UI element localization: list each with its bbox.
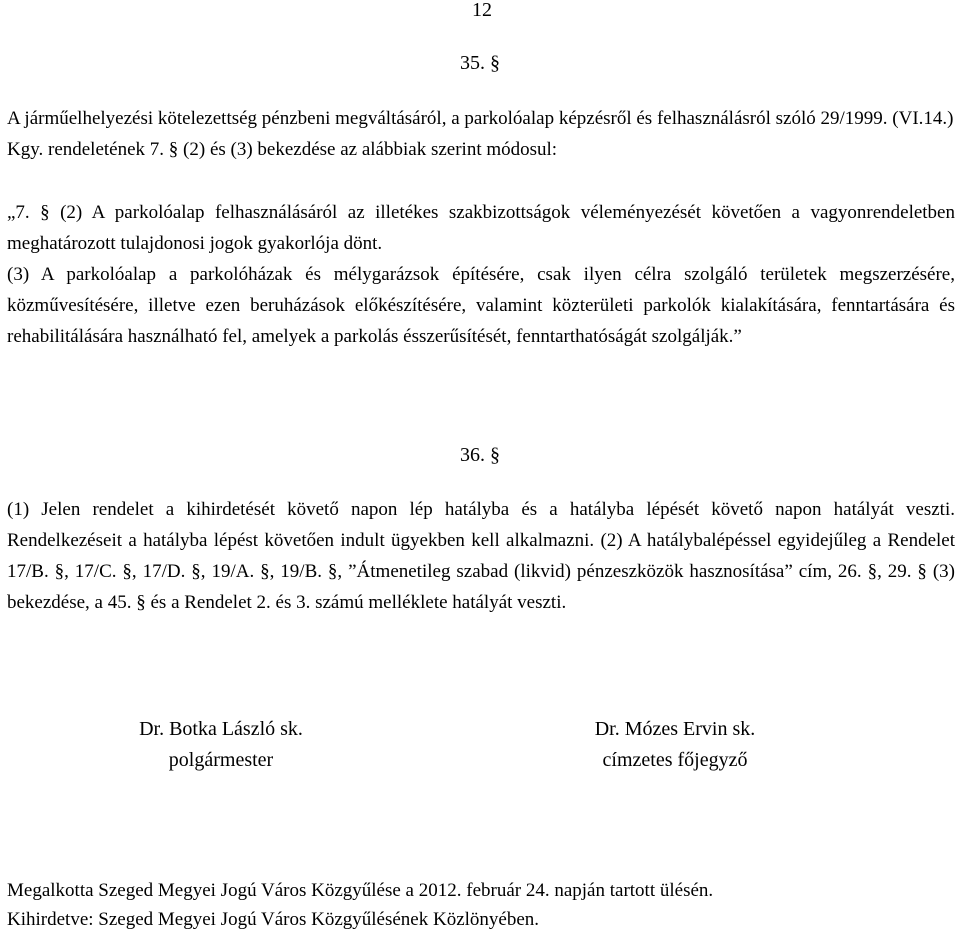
section-35-paragraph-2: „7. § (2) A parkolóalap felhasználásáról az illetékes szakbizottságok véleményezését követően a vagyonrendeletben meghatározott tulajdonosi jogok gyakorlója dönt. <box>7 202 955 254</box>
footer-adopted: Megalkotta Szeged Megyei Jogú Város Közgyűlése a 2012. február 24. napján tartott ülésén. <box>7 880 714 901</box>
section-36-heading: 36. § <box>460 444 500 466</box>
section-35-heading: 35. § <box>460 52 500 74</box>
signature-right-title: címzetes főjegyző <box>602 749 748 771</box>
section-35-paragraph-3: (3) A parkolóalap a parkolóházak és mélygarázsok építésére, csak ilyen célra szolgáló területek megszerzésére, közművesítésére, illetve ezen beruházások előkészítésére, valamint közterületi parkolók kialakítására, fenntartására és rehabilitálására használható fel, amelyek a parkolás ésszerűsítését, fenntarthatóságát szolgálják.” <box>7 264 955 347</box>
section-36-paragraph-1: (1) Jelen rendelet a kihirdetését követő napon lép hatályba és a hatályba lépését követő napon hatályát veszti. Rendelkezéseit a hatályba lépést követően indult ügyekben kell alkalmazni. (2) A hatálybalépéssel egyidejűleg a Rendelet 17/B. §, 17/C. §, 17/D. §, 19/A. §, 19/B. §, ”Átmenetileg szabad (likvid) pénzeszközök hasznosítása” cím, 26. §, 29. § (3) bekezdése, a 45. § és a Rendelet 2. és 3. számú melléklete hatályát veszti. <box>7 499 955 613</box>
signature-left-name: Dr. Botka László sk. <box>139 718 303 740</box>
page-number: 12 <box>472 0 492 21</box>
footer <box>7 876 955 934</box>
section-35-intro: A járműelhelyezési kötelezettség pénzbeni megváltásáról, a parkolóalap képzésről és felhasználásról szóló 29/1999. (VI.14.) Kgy. rendeletének 7. § (2) és (3) bekezdése az alábbiak szerint módosul: <box>7 108 954 160</box>
footer-published: Kihirdetve: Szeged Megyei Jogú Város Közgyűlésének Közlönyében. <box>7 909 540 930</box>
signature-left-title: polgármester <box>168 749 274 771</box>
signature-right-name: Dr. Mózes Ervin sk. <box>594 718 756 740</box>
signature-left <box>91 714 351 776</box>
signature-right <box>545 714 805 776</box>
